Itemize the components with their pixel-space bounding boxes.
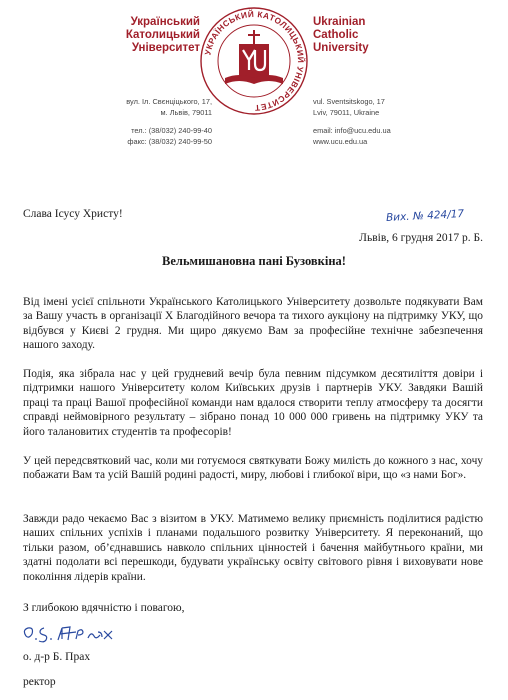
letter-date: Львів, 6 грудня 2017 р. Б. [359, 232, 483, 244]
phone-number: тел.: (38/032) 240-99-40 [131, 126, 212, 135]
university-name-ua-line: Український [130, 16, 200, 28]
body-paragraph: Подія, яка зібрала нас у цей грудневий вечір була певним підсумком десятиліття довіри і підтримки нашого Університету колом Київських друзів і партнерів УКУ. Завдяки Вашій праці та праці Вашої професійної команди нам вдалося створити теплу атмосферу та досягти справді неймовірного результату – зібрано понад 10 000 000 гривень на підтримку УКУ та його талановитих студентів та професорів! [23, 368, 483, 438]
body-paragraph: Від імені усієї спільноти Українського Католицького Університету дозвольте подякувати Вам за Вашу участь в організації Х Благодійного вечора та тихого аукціону на підтримку УКУ, що відбувся у Києві 2 грудня. Ми щиро дякуємо Вам за професійне технічне забезпечення нашого заходу. [23, 296, 483, 352]
address-ukrainian [60, 97, 212, 147]
university-emblem-icon [197, 4, 311, 118]
address-english [313, 97, 463, 147]
registration-number-stamp: Вих. № 424/17 [385, 207, 465, 225]
university-name-ua-line: Університет [131, 42, 200, 54]
address-city: м. Львів, 79011 [160, 107, 212, 117]
university-name-en-line: University [313, 42, 369, 54]
university-name-en-line: Catholic [313, 29, 359, 41]
university-name-en-line: Ukrainian [313, 16, 366, 28]
address-line: вул. Іл. Свєнціцького, 17, [126, 97, 212, 106]
greeting: Слава Ісусу Христу! [23, 208, 123, 220]
university-name-ua-line: Католицький [125, 29, 200, 41]
body-paragraph: У цей передсвятковий час, коли ми готуємося святкувати Божу милість до кожного з нас, хочу побажати Вам та усій Вашій родині радості, миру, любові і глибокої віри, що «з нами Бог». [23, 455, 483, 482]
handwritten-signature [20, 620, 128, 646]
salutation: Вельмишановна пані Бузовкіна! [162, 254, 346, 268]
signer-position: ректор [23, 676, 56, 688]
address-city: Lviv, 79011, Ukraine [313, 107, 380, 117]
fax-number: факс: (38/032) 240-99-50 [127, 136, 212, 146]
closing: З глибокою вдячністю і повагою, [23, 602, 185, 614]
university-name-english [313, 16, 417, 55]
university-name-ukrainian [96, 16, 200, 55]
email-address: email: info@ucu.edu.ua [313, 126, 391, 135]
address-line: vul. Sventsitskogo, 17 [313, 97, 385, 106]
body-paragraph: Завжди радо чекаємо Вас з візитом в УКУ. Матимемо велику приємність поділитися радістю наших спільних успіхів і планами подальшого розвитку Університету. Я переконаний, що тільки разом, об’єднавшись навколо спільних цінностей і бачення майбутнього країни, ми здатні подолати всі перешкоди, будувати українську освіту світового рівня і виховувати нове покоління лідерів країни. [23, 513, 483, 583]
signer-name: о. д-р Б. Прах [23, 651, 91, 663]
emblem-ring-text: УКРАЇНСЬКИЙ КАТОЛИЦЬКИЙ УНІВЕРСИТЕТ [202, 8, 307, 114]
website: www.ucu.edu.ua [313, 136, 368, 146]
